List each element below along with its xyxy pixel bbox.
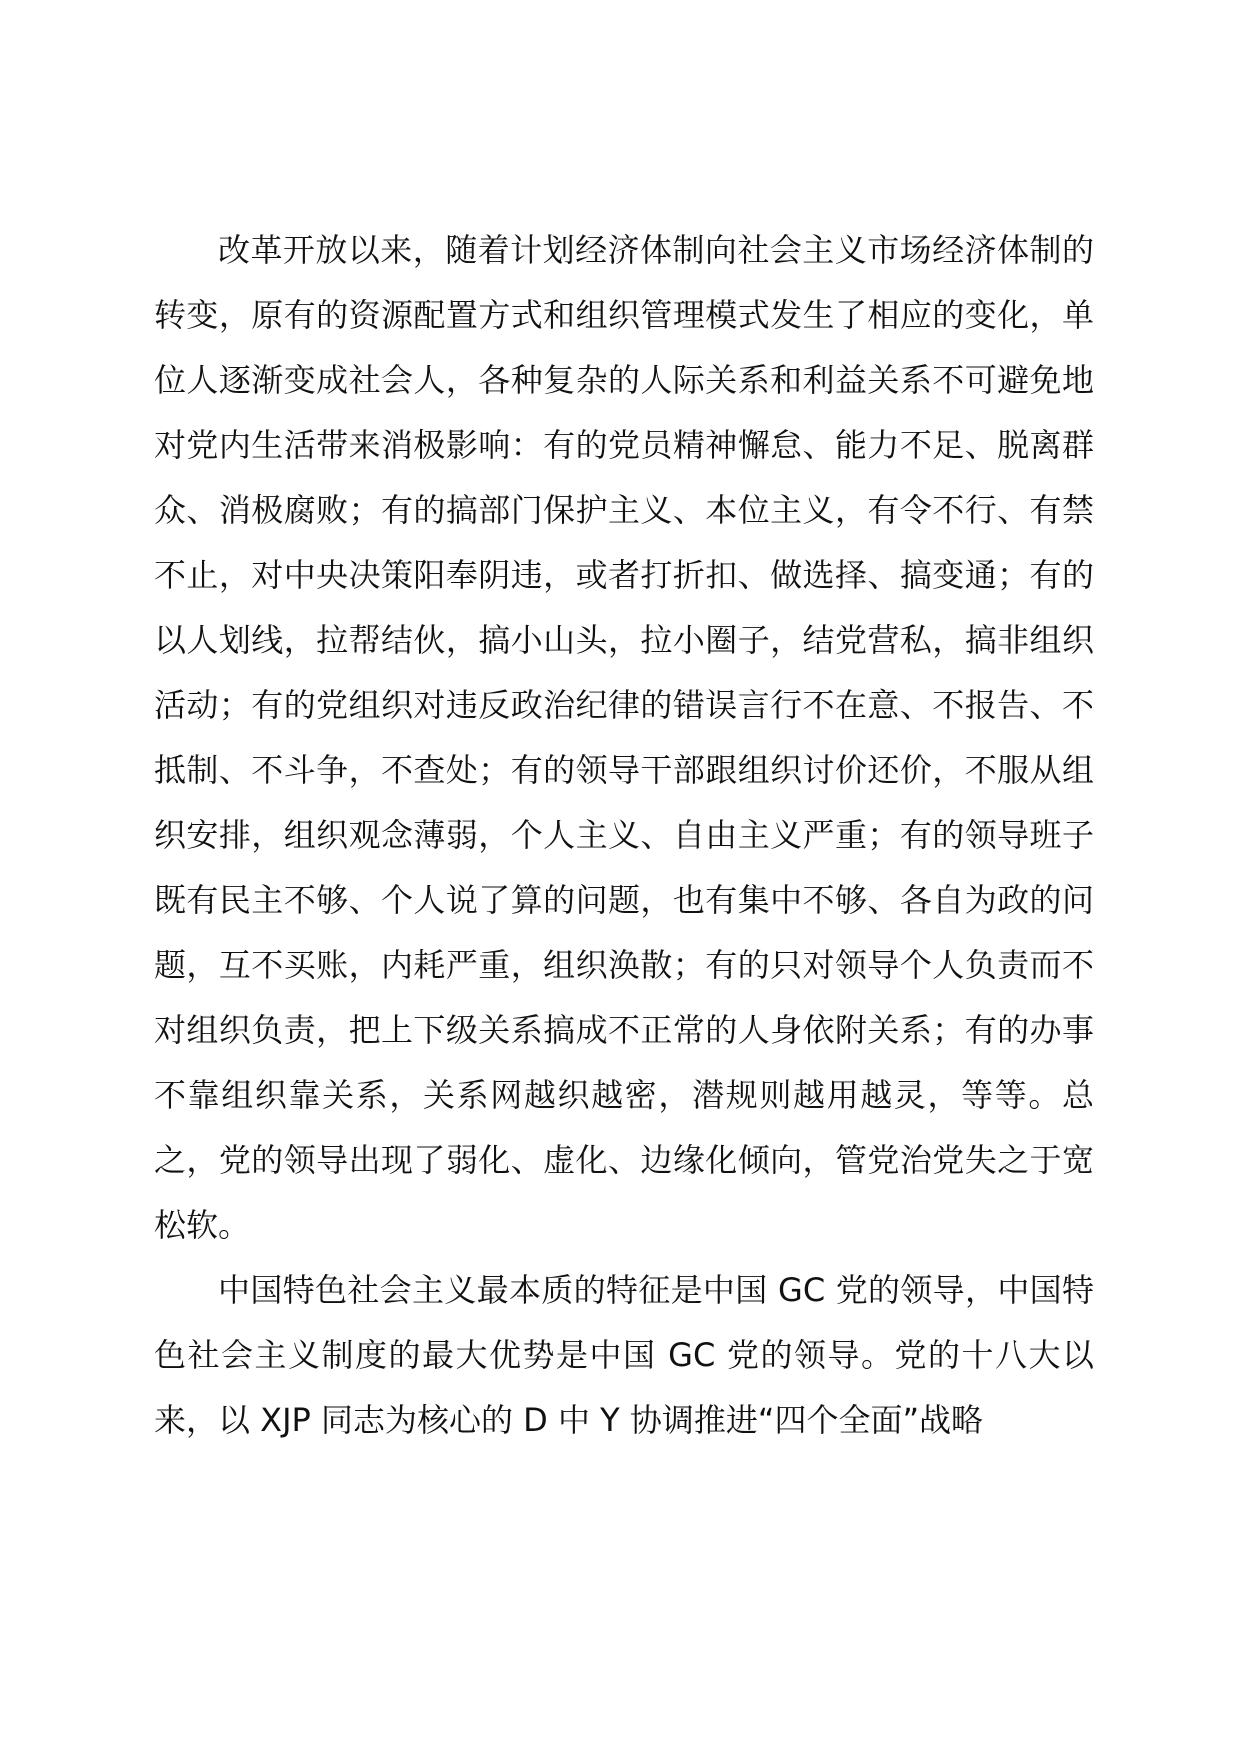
- paragraph-2: 中国特色社会主义最本质的特征是中国 GC 党的领导，中国特色社会主义制度的最大优势是中国 GC 党的领导。党的十八大以来，以 XJP 同志为核心的 D 中 Y 协调推进“四个全面”战略: [154, 1271, 1094, 1439]
- body-text: [154, 218, 1094, 1453]
- paragraph-1: 改革开放以来，随着计划经济体制向社会主义市场经济体制的转变，原有的资源配置方式和组织管理模式发生了相应的变化，单位人逐渐变成社会人，各种复杂的人际关系和利益关系不可避免地对党内生活带来消极影响：有的党员精神懈怠、能力不足、脱离群众、消极腐败；有的搞部门保护主义、本位主义，有令不行、有禁不止，对中央决策阳奉阴违，或者打折扣、做选择、搞变通；有的以人划线，拉帮结伙，搞小山头，拉小圈子，结党营私，搞非组织活动；有的党组织对违反政治纪律的错误言行不在意、不报告、不抵制、不斗争，不查处；有的领导干部跟组织讨价还价，不服从组织安排，组织观念薄弱，个人主义、自由主义严重；有的领导班子既有民主不够、个人说了算的问题，也有集中不够、各自为政的问题，互不买账，内耗严重，组织涣散；有的只对领导个人负责而不对组织负责，把上下级关系搞成不正常的人身依附关系；有的办事不靠组织靠关系，关系网越织越密，潜规则越用越灵，等等。总之，党的领导出现了弱化、虚化、边缘化倾向，管党治党失之于宽松软。: [154, 231, 1094, 1244]
